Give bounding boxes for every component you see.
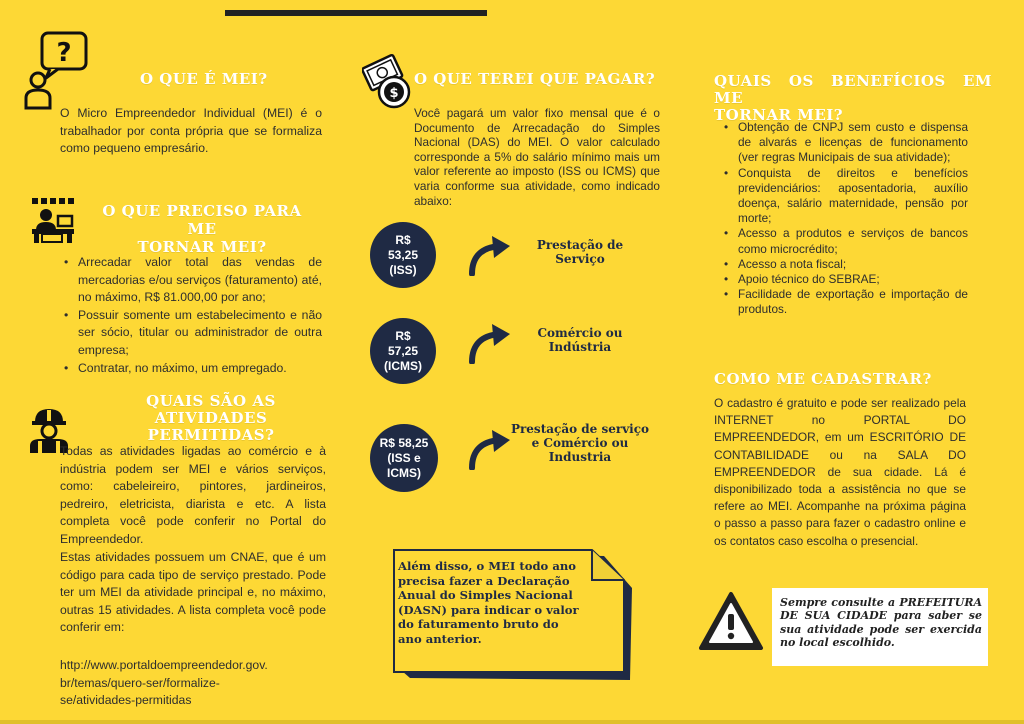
allowed-activities-title-line2: PERMITIDAS? — [147, 426, 275, 444]
list-item: • Apoio técnico do SEBRAE; — [720, 272, 968, 287]
warning-icon — [698, 590, 764, 656]
category-line1: Prestação de — [536, 238, 624, 252]
question-person-icon — [24, 30, 90, 110]
note-line: ano anterior. — [398, 631, 482, 646]
payment-category-service — [524, 238, 636, 266]
what-pay-text: Você pagará um valor fixo mensal que é o Documento de Arrecadação do Simples Nacional (DAS) do MEI. O valor calculado corresponde a 5% do salário mínimo mais um valor referente ao imposto (ISS ou ICMS) que varia conforme sua atividade, como indicado abaixo: — [414, 106, 660, 208]
portal-link[interactable] — [60, 657, 330, 710]
list-item: • Arrecadar valor total das vendas de mercadorias e/ou serviços (faturamento) até, no máximo, R$ 81.000,00 por ano; — [60, 254, 322, 307]
category-line1: Comércio ou — [537, 326, 623, 340]
payment-circle-icms — [370, 318, 436, 384]
svg-text:?: ? — [56, 38, 72, 68]
note-line: Além disso, o MEI todo ano — [398, 559, 576, 573]
payment-amount-line2: 53,25 — [387, 247, 419, 262]
arrow-icon — [466, 428, 512, 470]
allowed-activities-title-line1: QUAIS SÃO AS ATIVIDADES — [146, 392, 276, 427]
list-item: • Acesso a produtos e serviços de bancos como microcrédito; — [720, 226, 968, 256]
benefits-title-line2: TORNAR MEI? — [714, 106, 844, 124]
category-line2: e Comércio ou — [531, 436, 629, 450]
arrow-icon — [466, 234, 512, 276]
payment-amount-line3: (ICMS) — [384, 358, 422, 373]
bottom-shade — [0, 720, 1024, 724]
cnae-text: Estas atividades possuem um CNAE, que é um código para cada tipo de serviço prestado. Pode ter um MEI da atividade principal e, no máximo, outras 15 atividades. A lista completa você pode conferir em: — [60, 550, 326, 635]
payment-amount-line1: R$ — [395, 328, 411, 343]
note-line: (DASN) para indicar o valor — [398, 602, 579, 617]
benefits-title-line1: QUAIS OS BENEFÍCIOS EM ME — [714, 72, 992, 107]
money-icon — [362, 52, 414, 110]
payment-category-commerce — [524, 326, 636, 354]
top-divider-bar — [225, 10, 487, 16]
payment-circle-iss-icms — [370, 424, 438, 492]
note-line: Anual do Simples Nacional — [398, 588, 573, 603]
allowed-activities-text: Todas as atividades ligadas ao comércio e à indústria podem ser MEI e vários serviços, como: cabeleireiro, pintores, jardineiros, pedreiro, eletricista, diarista e etc. A lista completa você pode conferir no Portal do Empreendedor. — [60, 444, 326, 546]
how-become-mei-title-line2: TORNAR MEI? — [137, 238, 267, 256]
dasn-note — [398, 559, 610, 647]
how-register-text: O cadastro é gratuito e pode ser realizado pela INTERNET no PORTAL DO EMPREENDEDOR, em um ESCRITÓRIO DE CONTABILIDADE ou na SALA DO EMPREENDEDOR de sua cidade. Lá é disponibilizado toda a assistência no que se refere ao MEI. Acompanhe na próxima página o passo a passo para fazer o cadastro online e os contatos caso escolha o presencial. — [714, 396, 966, 548]
allowed-activities-title — [92, 393, 330, 444]
benefits-list — [720, 120, 968, 318]
payment-category-both — [510, 422, 650, 464]
list-item: • Possuir somente um estabelecimento e não ser sócio, titular ou administrador de outra empresa; — [60, 307, 322, 360]
payment-amount-line1: R$ 58,25 — [379, 435, 429, 450]
what-pay-title: O QUE TEREI QUE PAGAR? — [414, 70, 656, 88]
svg-text:$: $ — [389, 86, 399, 101]
category-line2: Serviço — [555, 252, 605, 266]
payment-amount-line3: (ISS) — [389, 262, 417, 277]
portal-link-line1[interactable]: http://www.portaldoempreendedor.gov. — [60, 658, 268, 672]
desk-worker-icon — [30, 196, 76, 244]
category-line3: Industria — [548, 450, 612, 464]
list-item: • Facilidade de exportação e importação de produtos. — [720, 287, 968, 317]
category-line2: Indústria — [548, 340, 612, 354]
list-item: • Obtenção de CNPJ sem custo e dispensa de alvarás e licenças de funcionamento (ver regras Municipais de sua atividade); — [720, 120, 968, 166]
note-line: precisa fazer a Declaração — [398, 573, 570, 588]
portal-link-line2[interactable]: br/temas/quero-ser/formalize- — [60, 675, 220, 690]
what-is-mei-text: O Micro Empreendedor Individual (MEI) é o trabalhador por conta própria que se formaliza como pequeno empresário. — [60, 106, 322, 156]
payment-amount-line2: (ISS e — [387, 450, 421, 465]
list-item: • Acesso a nota fiscal; — [720, 257, 968, 272]
what-is-mei-title: O QUE É MEI? — [140, 70, 268, 88]
note-line: do faturamento bruto do — [398, 617, 559, 632]
payment-amount-line3: ICMS) — [386, 465, 421, 480]
requirements-list — [60, 254, 322, 377]
warning-box: Sempre consulte a PREFEITURA DE SUA CIDADE para saber se sua atividade pode ser exercida no local escolhido. — [772, 588, 988, 666]
payment-circle-iss — [370, 222, 436, 288]
category-line1: Prestação de serviço — [510, 422, 650, 436]
how-become-mei-title-line1: O QUE PRECISO PARA ME — [102, 202, 302, 238]
how-become-mei-title — [86, 202, 318, 256]
portal-link-line3[interactable]: se/atividades-permitidas — [60, 693, 192, 708]
arrow-icon — [466, 322, 512, 364]
benefits-title — [714, 73, 992, 124]
payment-amount-line1: R$ — [395, 232, 411, 247]
list-item: • Contratar, no máximo, um empregado. — [60, 360, 322, 378]
list-item: • Conquista de direitos e benefícios previdenciários: aposentadoria, auxílio doença, salário maternidade, pensão por morte; — [720, 166, 968, 227]
how-register-title: COMO ME CADASTRAR? — [714, 370, 932, 388]
payment-amount-line2: 57,25 — [387, 343, 419, 358]
